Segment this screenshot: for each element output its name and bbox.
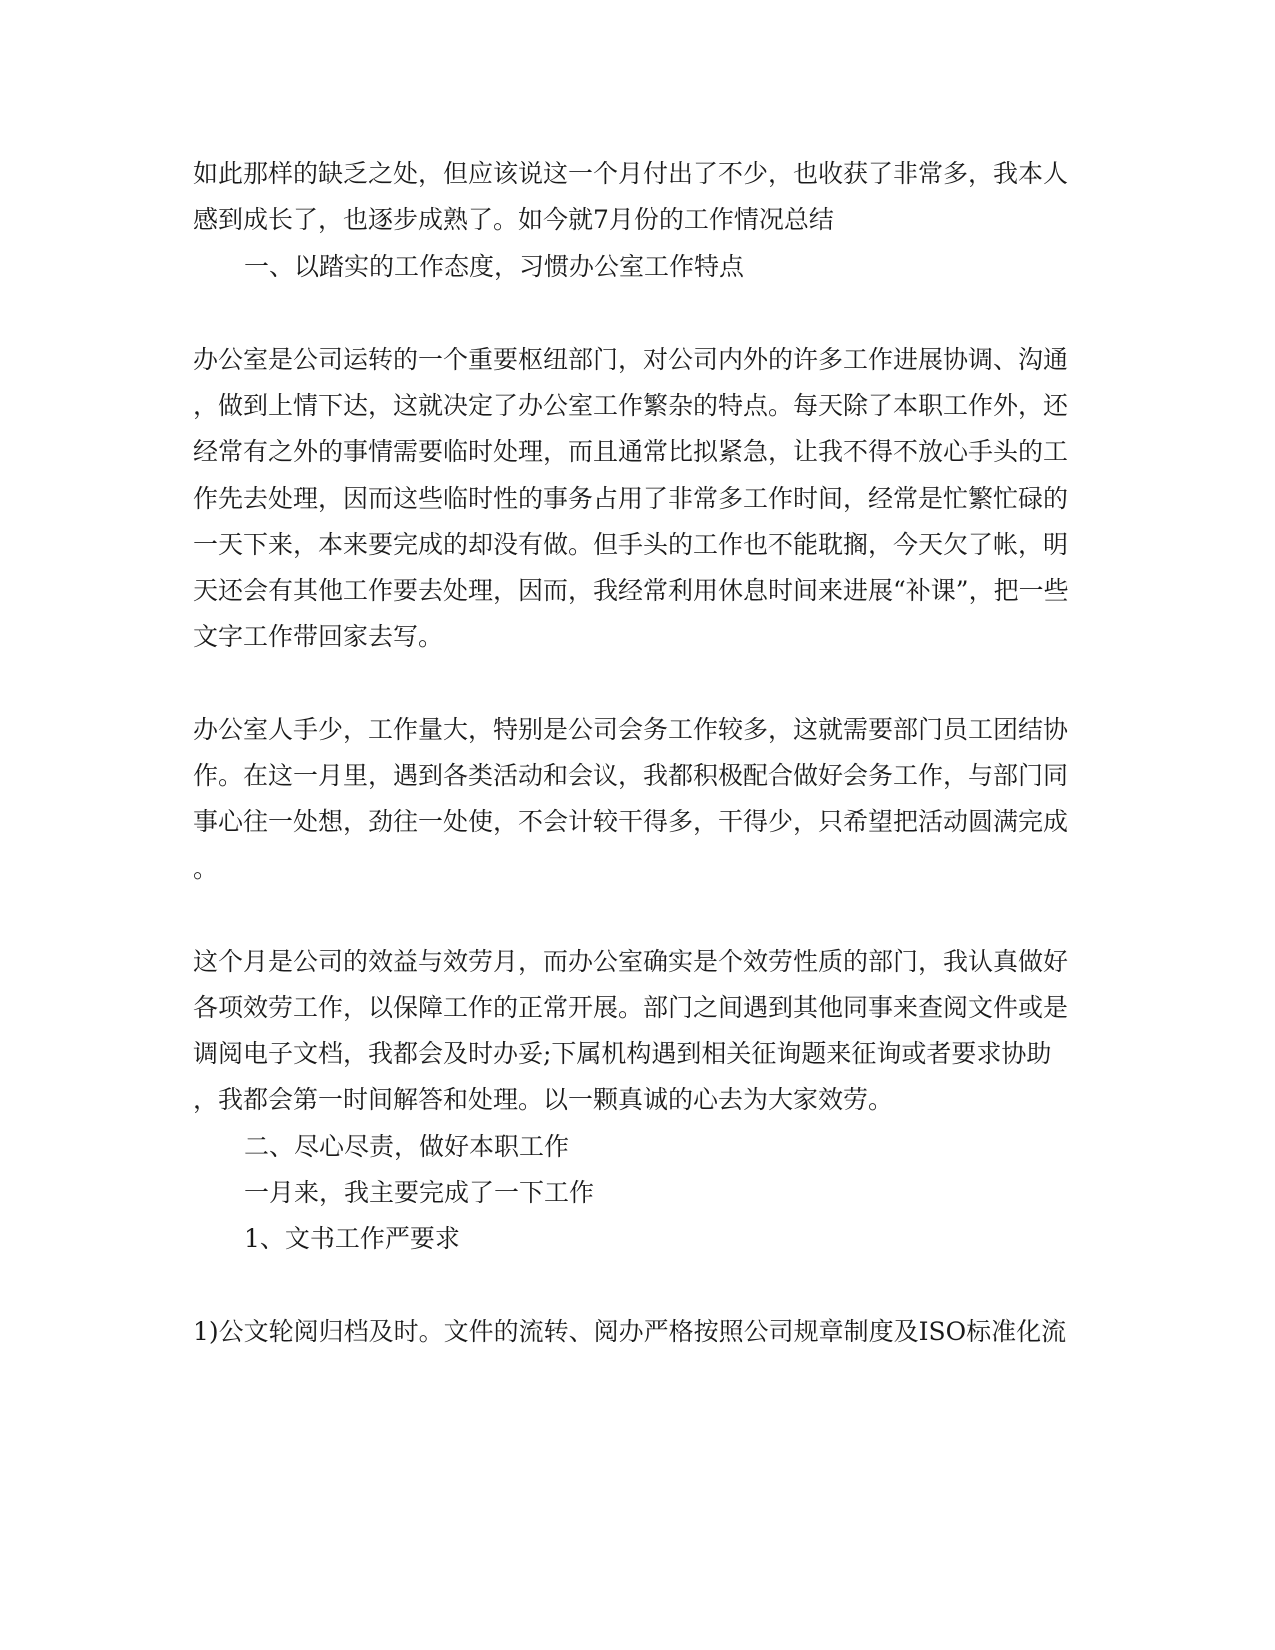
text-line: 经常有之外的事情需要临时处理，而且通常比拟紧急，让我不得不放心手头的工 (193, 437, 1069, 466)
text-line: 如此那样的缺乏之处，但应该说这一个月付出了不少，也收获了非常多，我本人 (193, 159, 1069, 188)
text-line: ，我都会第一时间解答和处理。以一颗真诚的心去为大家效劳。 (193, 1085, 894, 1114)
text-line: 文字工作带回家去写。 (193, 622, 444, 651)
text-line: 事心往一处想，劲往一处使，不会计较干得多，干得少，只希望把活动圆满完成 (193, 807, 1069, 836)
text-line: 调阅电子文档，我都会及时办妥;下属机构遇到相关征询题来征询或者要求协助 (193, 1039, 1052, 1068)
text-line: ，做到上情下达，这就决定了办公室工作繁杂的特点。每天除了本职工作外，还 (193, 391, 1069, 420)
text-line: 1)公文轮阅归档及时。文件的流转、阅办严格按照公司规章制度及ISO标准化流 (193, 1317, 1067, 1346)
text-line: 感到成长了，也逐步成熟了。如今就7月份的工作情况总结 (193, 205, 834, 234)
text-line: 。 (193, 854, 219, 883)
text-line: 作先去处理，因而这些临时性的事务占用了非常多工作时间，经常是忙繁忙碌的 (193, 484, 1069, 513)
text-line: 办公室人手少，工作量大，特别是公司会务工作较多，这就需要部门员工团结协 (193, 715, 1069, 744)
section-heading: 二、尽心尽责，做好本职工作 (244, 1132, 570, 1161)
text-line: 各项效劳工作，以保障工作的正常开展。部门之间遇到其他同事来查阅文件或是 (193, 993, 1069, 1022)
text-line: 天还会有其他工作要去处理，因而，我经常利用休息时间来进展“补课”，把一些 (193, 576, 1069, 605)
text-line: 这个月是公司的效益与效劳月，而办公室确实是个效劳性质的部门，我认真做好 (193, 947, 1069, 976)
subsection-heading: 1、文书工作严要求 (244, 1224, 460, 1253)
section-heading: 一、以踏实的工作态度，习惯办公室工作特点 (244, 252, 745, 281)
text-line: 办公室是公司运转的一个重要枢纽部门，对公司内外的许多工作进展协调、沟通 (193, 345, 1069, 374)
text-line: 一天下来，本来要完成的却没有做。但手头的工作也不能耽搁，今天欠了帐，明 (193, 530, 1069, 559)
text-line: 一月来，我主要完成了一下工作 (244, 1178, 595, 1207)
text-line: 作。在这一月里，遇到各类活动和会议，我都积极配合做好会务工作，与部门同 (193, 761, 1069, 790)
